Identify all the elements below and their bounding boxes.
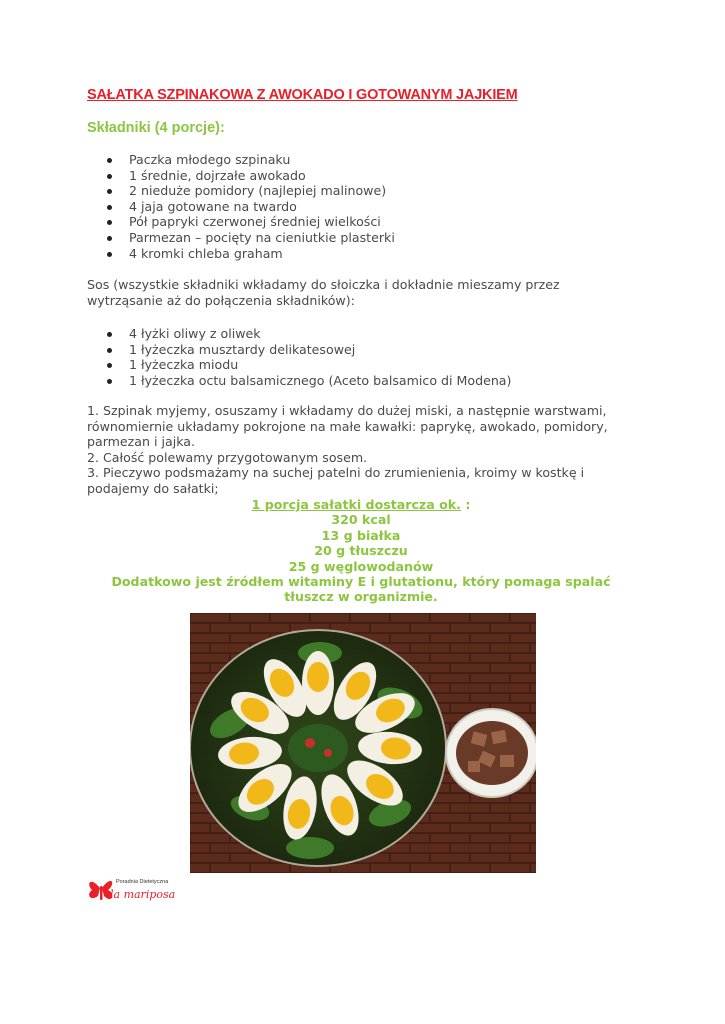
step-text: 3. Pieczywo podsmażamy na suchej patelni do zrumienienia, kroimy w kostkę i podajemy do sałatki; bbox=[87, 465, 585, 496]
sauce-intro: Sos (wszystkie składniki wkładamy do słoiczka i dokładnie mieszamy przez wytrząsanie aż do połączenia składników): bbox=[87, 277, 560, 308]
nutrition-extra: Dodatkowo jest źródłem witaminy E i glutationu, który pomaga spalać tłuszcz w organizmie. bbox=[111, 574, 611, 605]
salad-photo-illustration bbox=[190, 613, 536, 873]
list-item: Parmezan – pocięty na cieniutkie plasterki bbox=[87, 230, 395, 246]
salad-photo bbox=[190, 613, 536, 873]
list-item: 2 nieduże pomidory (najlepiej malinowe) bbox=[87, 183, 395, 199]
logo-line2: la mariposa bbox=[110, 888, 176, 901]
nutrition-lead: 1 porcja sałatki dostarcza ok. bbox=[251, 497, 461, 512]
list-item: Paczka młodego szpinaku bbox=[87, 152, 395, 168]
sauce-ingredients-list bbox=[87, 326, 511, 388]
list-item: 1 łyżeczka octu balsamicznego (Aceto balsamico di Modena) bbox=[87, 373, 511, 389]
la-mariposa-logo bbox=[86, 874, 176, 910]
step-text: 2. Całość polewamy przygotowanym sosem. bbox=[87, 449, 368, 465]
nutrition-lead-suffix: : bbox=[460, 497, 471, 512]
list-item: 4 kromki chleba graham bbox=[87, 246, 395, 262]
step-text: 1. Szpinak myjemy, osuszamy i wkładamy do dużej miski, a następnie warstwami, równomiernie układamy pokrojone na małe kawałki: paprykę, awokado, pomidory, parmezan i jajka. bbox=[87, 403, 608, 450]
list-item: 1 łyżeczka musztardy delikatesowej bbox=[87, 342, 511, 358]
nutrition-kcal: 320 kcal bbox=[331, 512, 391, 528]
list-item: Pół papryki czerwonej średniej wielkości bbox=[87, 214, 395, 230]
list-item: 4 łyżki oliwy z oliwek bbox=[87, 326, 511, 342]
nutrition-info bbox=[87, 497, 635, 605]
list-item: 4 jaja gotowane na twardo bbox=[87, 199, 395, 215]
ingredients-heading: Składniki (4 porcje): bbox=[87, 120, 225, 136]
nutrition-fat: 20 g tłuszczu bbox=[314, 543, 408, 559]
logo-line1: Poradnia Dietetyczna bbox=[116, 879, 169, 885]
list-item: 1 łyżeczka miodu bbox=[87, 357, 511, 373]
list-item: 1 średnie, dojrzałe awokado bbox=[87, 168, 395, 184]
nutrition-protein: 13 g białka bbox=[321, 527, 401, 543]
recipe-title: SAŁATKA SZPINAKOWA Z AWOKADO I GOTOWANYM JAJKIEM bbox=[87, 87, 518, 103]
ingredients-list bbox=[87, 152, 395, 261]
nutrition-carbs: 25 g węglowodanów bbox=[288, 558, 434, 574]
preparation-steps bbox=[87, 403, 632, 497]
